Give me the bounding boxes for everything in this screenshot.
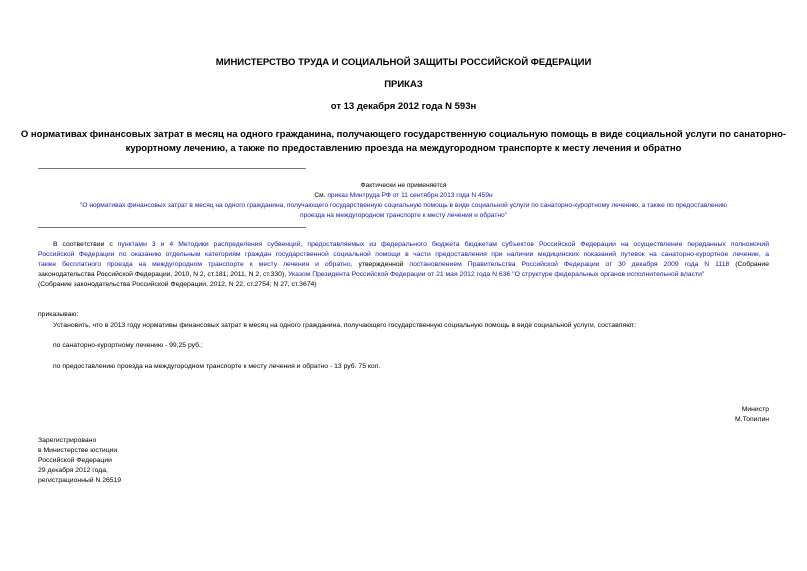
- preamble-text: В соответствии с: [53, 241, 118, 248]
- registration-line-5: регистрационный N 26519: [38, 477, 122, 484]
- presidential-decree-link[interactable]: Указом Президента Российской Федерации от 21 мая 2012 года N 636 "О структуре федеральных органов исполнительной власти": [288, 271, 705, 278]
- registration-line-4: 29 декабря 2012 года,: [38, 467, 108, 474]
- preamble-line-2[interactable]: Российской Федерации по оказанию отдельным категориям граждан государственной социальной помощи в части предоставления при наличии медицинских показаний путевок на санаторно-курортное лечение, а: [38, 251, 769, 258]
- preamble-text: законодательства Российской Федерации, 2010, N 2, ст.181; 2011, N 2, ст.330),: [38, 271, 288, 278]
- see-also-quote-line-2[interactable]: проезда на междугородном транспорте к месту лечения и обратно": [300, 212, 507, 219]
- order-paragraph-3: по предоставлению проезда на междугородном транспорте к месту лечения и обратно - 13 руб. 75 коп.: [53, 363, 381, 370]
- methodology-link[interactable]: пунктами 3 и 4 Методики распределения субвенций, предоставляемых из федерального бюджета бюджетам субъектов Российской Федерации на осуществление переданных полномочий: [117, 241, 770, 248]
- title-line-1: О нормативах финансовых затрат в месяц на одного гражданина, получающего государственную социальную помощь в виде социальной услуги по санаторно-: [20, 129, 787, 140]
- preamble-line-1: [38, 240, 769, 250]
- document-title: [0, 128, 807, 156]
- see-also-link[interactable]: приказ Минтруда РФ от 11 сентября 2013 года N 459н: [327, 192, 493, 199]
- signature-block: [735, 405, 769, 425]
- top-divider: [38, 168, 306, 169]
- document-type: ПРИКАЗ: [384, 79, 423, 90]
- see-also-quote-line-1[interactable]: "О нормативах финансовых затрат в месяц на одного гражданина, получающего государственную социальную помощь в виде социальной услуги по санаторно-курортному лечению, а также по предоставлению: [80, 202, 727, 209]
- registration-line-3: Российской Федерации: [38, 457, 112, 464]
- government-decree-link[interactable]: постановлением Правительства Российской Федерации от 30 декабря 2009 года N 1118: [409, 261, 730, 268]
- preamble-line-5: (Собрание законодательства Российской Федерации, 2012, N 22, ст.2754; N 27, ст.3674): [38, 281, 317, 288]
- registration-block: [38, 436, 121, 486]
- document-date-number: от 13 декабря 2012 года N 593н: [330, 101, 477, 112]
- free-travel-link[interactable]: также бесплатного проезда на междугородном транспорте к месту лечения и обратно,: [38, 261, 353, 268]
- preamble-text: утвержденной: [352, 261, 410, 268]
- preamble-line-3: [38, 260, 769, 270]
- see-prefix: См.: [314, 192, 328, 199]
- preamble-paragraph: [38, 240, 769, 290]
- ministry-heading: МИНИСТЕРСТВО ТРУДА И СОЦИАЛЬНОЙ ЗАЩИТЫ РОССИЙСКОЙ ФЕДЕРАЦИИ: [215, 57, 592, 68]
- preamble-text: (Собрание: [729, 261, 769, 268]
- registration-line-2: в Министерстве юстиции: [38, 447, 118, 454]
- title-line-2: курортному лечению, а также по предоставлению проезда на междугородном транспорте к месту лечения и обратно: [125, 143, 682, 154]
- preamble-line-4: [38, 270, 769, 280]
- signatory-name: М.Топилин: [735, 416, 769, 423]
- signatory-position: Министр: [741, 406, 769, 413]
- status-notice: Фактически не применяется: [360, 182, 447, 189]
- see-also-line: [0, 191, 807, 201]
- registration-line-1: Зарегистрировано: [38, 437, 97, 444]
- order-paragraph-1: Установить, что в 2013 году нормативы финансовых затрат в месяц на одного гражданина, получающего государственную социальную помощь в виде социальной услуги, составляют:: [53, 322, 637, 329]
- order-paragraph-2: по санаторно-курортному лечению - 99,25 руб.;: [53, 342, 203, 349]
- bottom-divider: [38, 227, 306, 228]
- order-intro: приказываю:: [38, 311, 79, 318]
